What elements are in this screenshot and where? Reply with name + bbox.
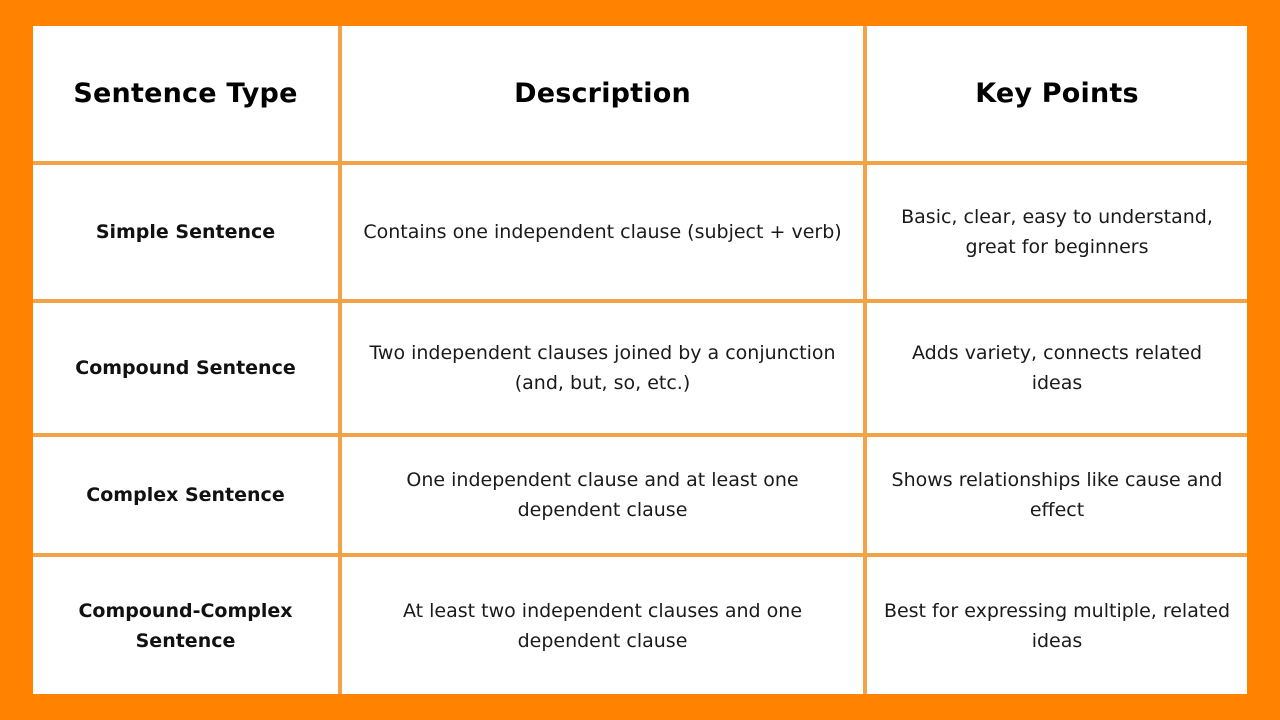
sentence-types-table xyxy=(33,26,1247,694)
header-key-points: Key Points xyxy=(867,26,1247,161)
table-row-description: At least two independent clauses and one dependent clause xyxy=(342,557,863,694)
table-row-description: Two independent clauses joined by a conjunction (and, but, so, etc.) xyxy=(342,303,863,433)
table-row-type: Complex Sentence xyxy=(33,437,338,553)
table-row-type: Compound-Complex Sentence xyxy=(33,557,338,694)
header-description: Description xyxy=(342,26,863,161)
table-row-key-points: Adds variety, connects related ideas xyxy=(867,303,1247,433)
table-row-description: One independent clause and at least one dependent clause xyxy=(342,437,863,553)
table-row-description: Contains one independent clause (subject + verb) xyxy=(342,165,863,299)
table-row-type: Compound Sentence xyxy=(33,303,338,433)
table-row-key-points: Shows relationships like cause and effect xyxy=(867,437,1247,553)
header-sentence-type: Sentence Type xyxy=(33,26,338,161)
table-row-key-points: Basic, clear, easy to understand, great for beginners xyxy=(867,165,1247,299)
table-row-key-points: Best for expressing multiple, related ideas xyxy=(867,557,1247,694)
table-row-type: Simple Sentence xyxy=(33,165,338,299)
